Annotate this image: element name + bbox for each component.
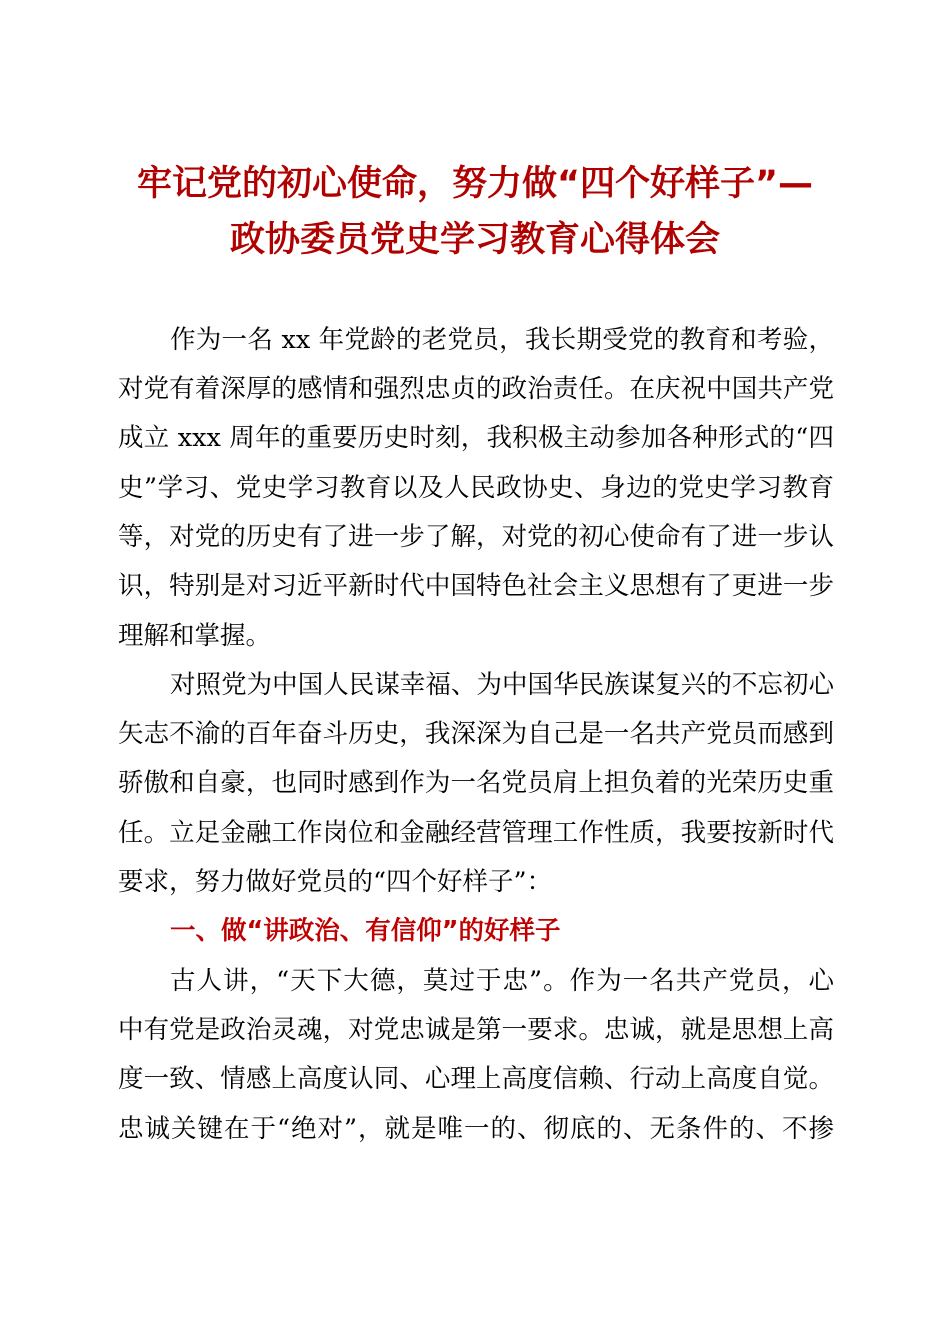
paragraph-1-line-3: 成立 xxx 周年的重要历史时刻，我积极主动参加各种形式的“四 <box>118 423 834 453</box>
paragraph-1-line-6: 识，特别是对习近平新时代中国特色社会主义思想有了更进一步 <box>118 571 834 601</box>
paragraph-3-line-4: 忠诚关键在于“绝对”，就是唯一的、彻底的、无条件的、不掺 <box>118 1114 834 1144</box>
document-title-line-1: 牢记党的初心使命，努力做“四个好样子”— <box>136 164 813 204</box>
paragraph-1-line-2: 对党有着深厚的感情和强烈忠贞的政治责任。在庆祝中国共产党 <box>118 374 834 404</box>
paragraph-2-line-4: 任。立足金融工作岗位和金融经营管理工作性质，我要按新时代 <box>118 818 834 848</box>
paragraph-1-line-1: 作为一名 xx 年党龄的老党员，我长期受党的教育和考验， <box>170 325 834 355</box>
paragraph-2-line-5: 要求，努力做好党员的“四个好样子”： <box>118 867 553 897</box>
paragraph-2-line-2: 矢志不渝的百年奋斗历史，我深深为自己是一名共产党员而感到 <box>118 719 834 749</box>
paragraph-2-line-1: 对照党为中国人民谋幸福、为中国华民族谋复兴的不忘初心 <box>170 670 834 700</box>
section-1-heading: 一、做“讲政治、有信仰”的好样子 <box>170 916 561 946</box>
paragraph-1-line-4: 史”学习、党史学习教育以及人民政协史、身边的党史学习教育 <box>118 473 834 503</box>
document-title-line-2: 政协委员党史学习教育心得体会 <box>229 220 720 260</box>
paragraph-3-line-3: 度一致、情感上高度认同、心理上高度信赖、行动上高度自觉。 <box>118 1064 834 1094</box>
paragraph-3-line-2: 中有党是政治灵魂，对党忠诚是第一要求。忠诚，就是思想上高 <box>118 1015 834 1045</box>
paragraph-2-line-3: 骄傲和自豪，也同时感到作为一名党员肩上担负着的光荣历史重 <box>118 768 834 798</box>
paragraph-1-line-5: 等，对党的历史有了进一步了解，对党的初心使命有了进一步认 <box>118 522 834 552</box>
paragraph-1-line-7: 理解和掌握。 <box>118 621 272 651</box>
paragraph-3-line-1: 古人讲，“天下大德，莫过于忠”。作为一名共产党员，心 <box>170 966 834 996</box>
